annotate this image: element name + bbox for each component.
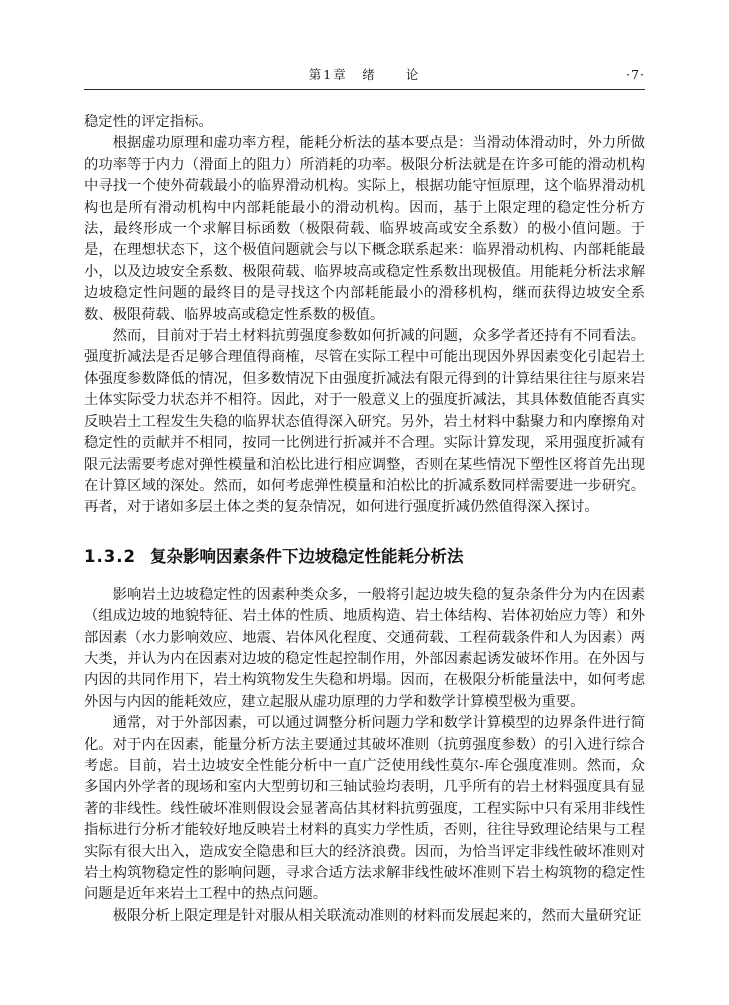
paragraph: 然而，目前对于岩土材料抗剪强度参数如何折减的问题，众多学者还持有不同看法。强度折减法是否足够合理值得商榷，尽管在实际工程中可能出现因外界因素变化引起岩土体强度参数降低的情况，但多数情况下由强度折减法有限元得到的计算结果往往与原来岩土体实际受力状态并不相符。因此，对于一般意义上的强度折减法，其具体数值能否真实反映岩土工程发生失稳的临界状态值得深入研究。另外，岩土材料中黏聚力和内摩擦角对稳定性的贡献并不相同，按同一比例进行折减并不合理。实际计算发现，采用强度折减有限元法需要考虑对弹性模量和泊松比进行相应调整，否则在某些情况下塑性区将首先出现在计算区域的深处。然而，如何考虑弹性模量和泊松比的折减系数同样需要进一步研究。再者，对于诸如多层土体之类的复杂情况，如何进行强度折减仍然值得深入探讨。 xyxy=(84,328,645,516)
paragraph: 极限分析上限定理是针对服从相关联流动准则的材料而发展起来的，然而大量研究证 xyxy=(112,907,642,924)
page-content xyxy=(84,66,645,927)
paragraph-continued: 稳定性的评定指标。 xyxy=(84,114,213,130)
paragraph: 影响岩土边坡稳定性的因素种类众多，一般将引起边坡失稳的复杂条件分为内在因素（组成边坡的地貌特征、岩土体的性质、地质构造、岩土体结构、岩体初始应力等）和外部因素（水力影响效应、地震、岩体风化程度、交通荷载、工程荷载条件和人为因素）两大类，并认为内在因素对边坡的稳定性起控制作用，外部因素起诱发破坏作用。在外因与内因的共同作用下，岩土构筑物发生失稳和坍塌。因而，在极限分析能量法中，如何考虑外因与内因的能耗效应，建立起服从虚功原理的力学和数学计算模型极为重要。 xyxy=(84,586,645,710)
section-heading xyxy=(84,546,645,568)
paragraph: 根据虚功原理和虚功率方程，能耗分析法的基本要点是：当滑动体滑动时，外力所做的功率等于内力（滑面上的阻力）所消耗的功率。极限分析法就是在许多可能的滑动机构中寻找一个使外荷载最小的临界滑动机构。实际上，根据功能守恒原理，这个临界滑动机构也是所有滑动机构中内部耗能最小的滑动机构。因而，基于上限定理的稳定性分析方法，最终形成一个求解目标函数（极限荷载、临界坡高或安全系数）的极小值问题。于是，在理想状态下，这个极值问题就会与以下概念联系起来：临界滑动机构、内部耗能最小，以及边坡安全系数、极限荷载、临界坡高或稳定性系数出现极值。用能耗分析法求解边坡稳定性问题的最终目的是寻找这个内部耗能最小的滑移机构，继而获得边坡安全系数、极限荷载、临界坡高或稳定性系数的极值。 xyxy=(84,135,645,323)
running-head xyxy=(84,66,645,84)
paragraph: 通常，对于外部因素，可以通过调整分析问题力学和数学计算模型的边界条件进行简化。对于内在因素，能量分析方法主要通过其破坏准则（抗剪强度参数）的引入进行综合考虑。目前，岩土边坡安全性能分析中一直广泛使用线性莫尔-库仑强度准则。然而，众多国内外学者的现场和室内大型剪切和三轴试验均表明，几乎所有的岩土材料强度具有显著的非线性。线性破坏准则假设会显著高估其材料抗剪强度，工程实际中只有采用非线性指标进行分析才能较好地反映岩土材料的真实力学性质，否则，往往导致理论结果与工程实际有很大出入，造成安全隐患和巨大的经济浪费。因而，为恰当评定非线性破坏准则对岩土构筑物稳定性的影响问题，寻求合适方法求解非线性破坏准则下岩土构筑物的稳定性问题是近年来岩土工程中的热点问题。 xyxy=(84,715,645,903)
section-number: 1.3.2 xyxy=(84,546,136,566)
page-number: ·7· xyxy=(626,67,645,82)
header-rule xyxy=(84,89,645,90)
body-text xyxy=(84,112,645,927)
section-title: 复杂影响因素条件下边坡稳定性能耗分析法 xyxy=(149,546,464,566)
running-head-chapter-title: 第1章 绪 论 xyxy=(308,67,421,82)
